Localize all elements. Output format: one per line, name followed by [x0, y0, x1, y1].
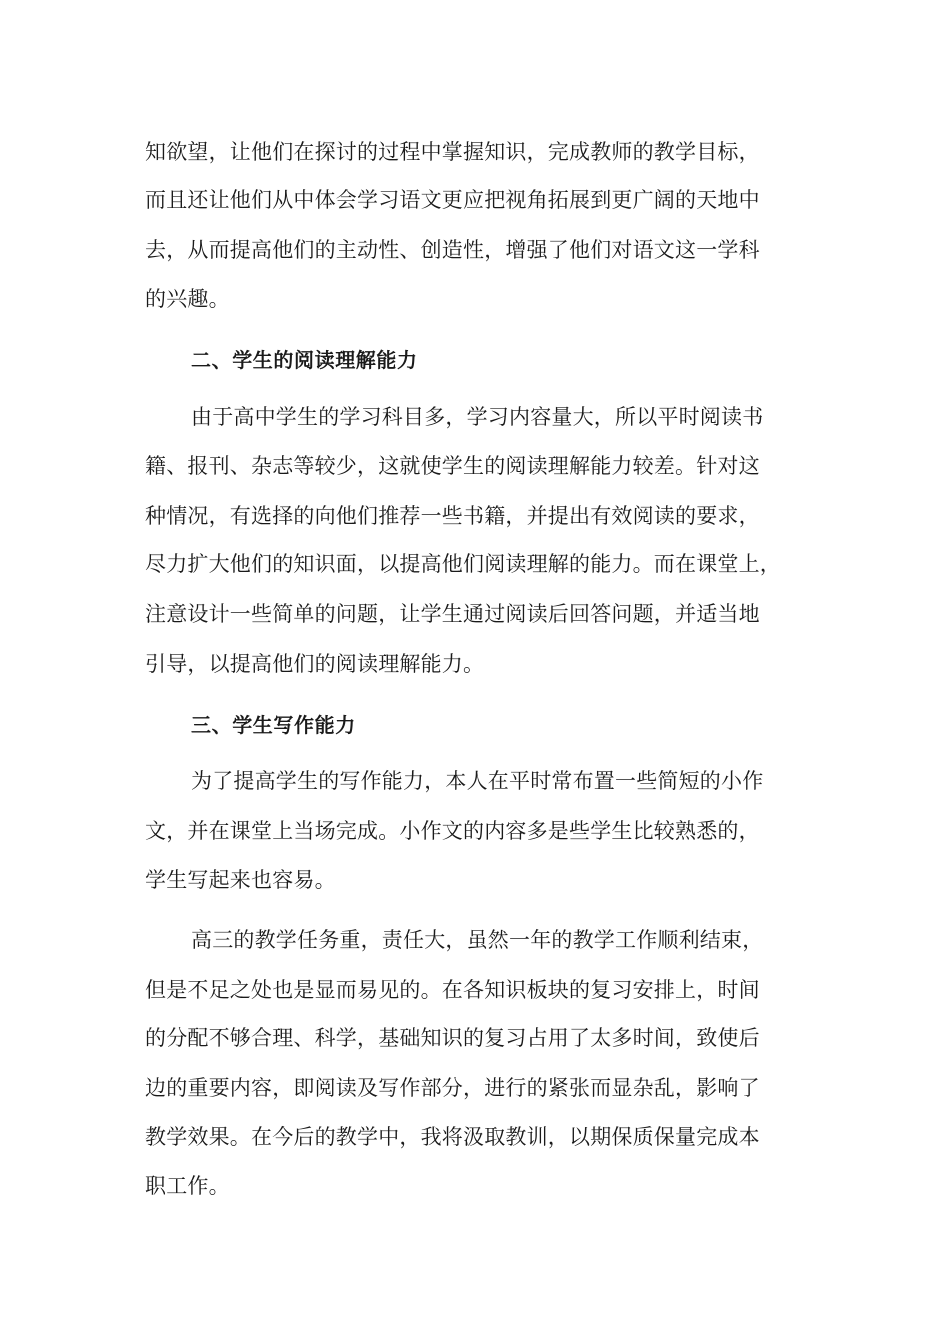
paragraph-line: 由于高中学生的学习科目多，学习内容量大，所以平时阅读书 [191, 405, 764, 429]
paragraph-line: 的兴趣。 [145, 287, 230, 311]
paragraph-line: 边的重要内容，即阅读及写作部分，进行的紧张而显杂乱，影响了 [145, 1076, 760, 1100]
paragraph-line: 种情况，有选择的向他们推荐一些书籍，并提出有效阅读的要求， [145, 504, 760, 528]
paragraph-line: 去，从而提高他们的主动性、创造性，增强了他们对语文这一学科 [145, 238, 760, 262]
paragraph-line: 注意设计一些简单的问题，让学生通过阅读后回答问题，并适当地 [145, 602, 760, 626]
paragraph-line: 学生写起来也容易。 [145, 868, 336, 892]
paragraph-line: 引导，以提高他们的阅读理解能力。 [145, 652, 485, 676]
paragraph-line: 知欲望，让他们在探讨的过程中掌握知识，完成教师的教学目标， [145, 140, 760, 164]
paragraph-line: 的分配不够合理、科学，基础知识的复习占用了太多时间，致使后 [145, 1026, 760, 1050]
paragraph-line: 但是不足之处也是显而易见的。在各知识板块的复习安排上，时间 [145, 978, 760, 1002]
section-heading-writing: 三、学生写作能力 [191, 713, 356, 737]
paragraph-line: 籍、报刊、杂志等较少，这就使学生的阅读理解能力较差。针对这 [145, 454, 760, 478]
paragraph-line: 而且还让他们从中体会学习语文更应把视角拓展到更广阔的天地中 [145, 188, 760, 212]
paragraph-line: 文，并在课堂上当场完成。小作文的内容多是些学生比较熟悉的， [145, 819, 760, 843]
section-heading-reading: 二、学生的阅读理解能力 [191, 348, 418, 372]
paragraph-line: 尽力扩大他们的知识面，以提高他们阅读理解的能力。而在课堂上， [145, 552, 781, 576]
paragraph-line: 高三的教学任务重，责任大，虽然一年的教学工作顺利结束， [191, 928, 764, 952]
paragraph-line: 为了提高学生的写作能力，本人在平时常布置一些简短的小作 [191, 769, 764, 793]
paragraph-line: 教学效果。在今后的教学中，我将汲取教训，以期保质保量完成本 [145, 1125, 760, 1149]
paragraph-line: 职工作。 [145, 1174, 230, 1198]
